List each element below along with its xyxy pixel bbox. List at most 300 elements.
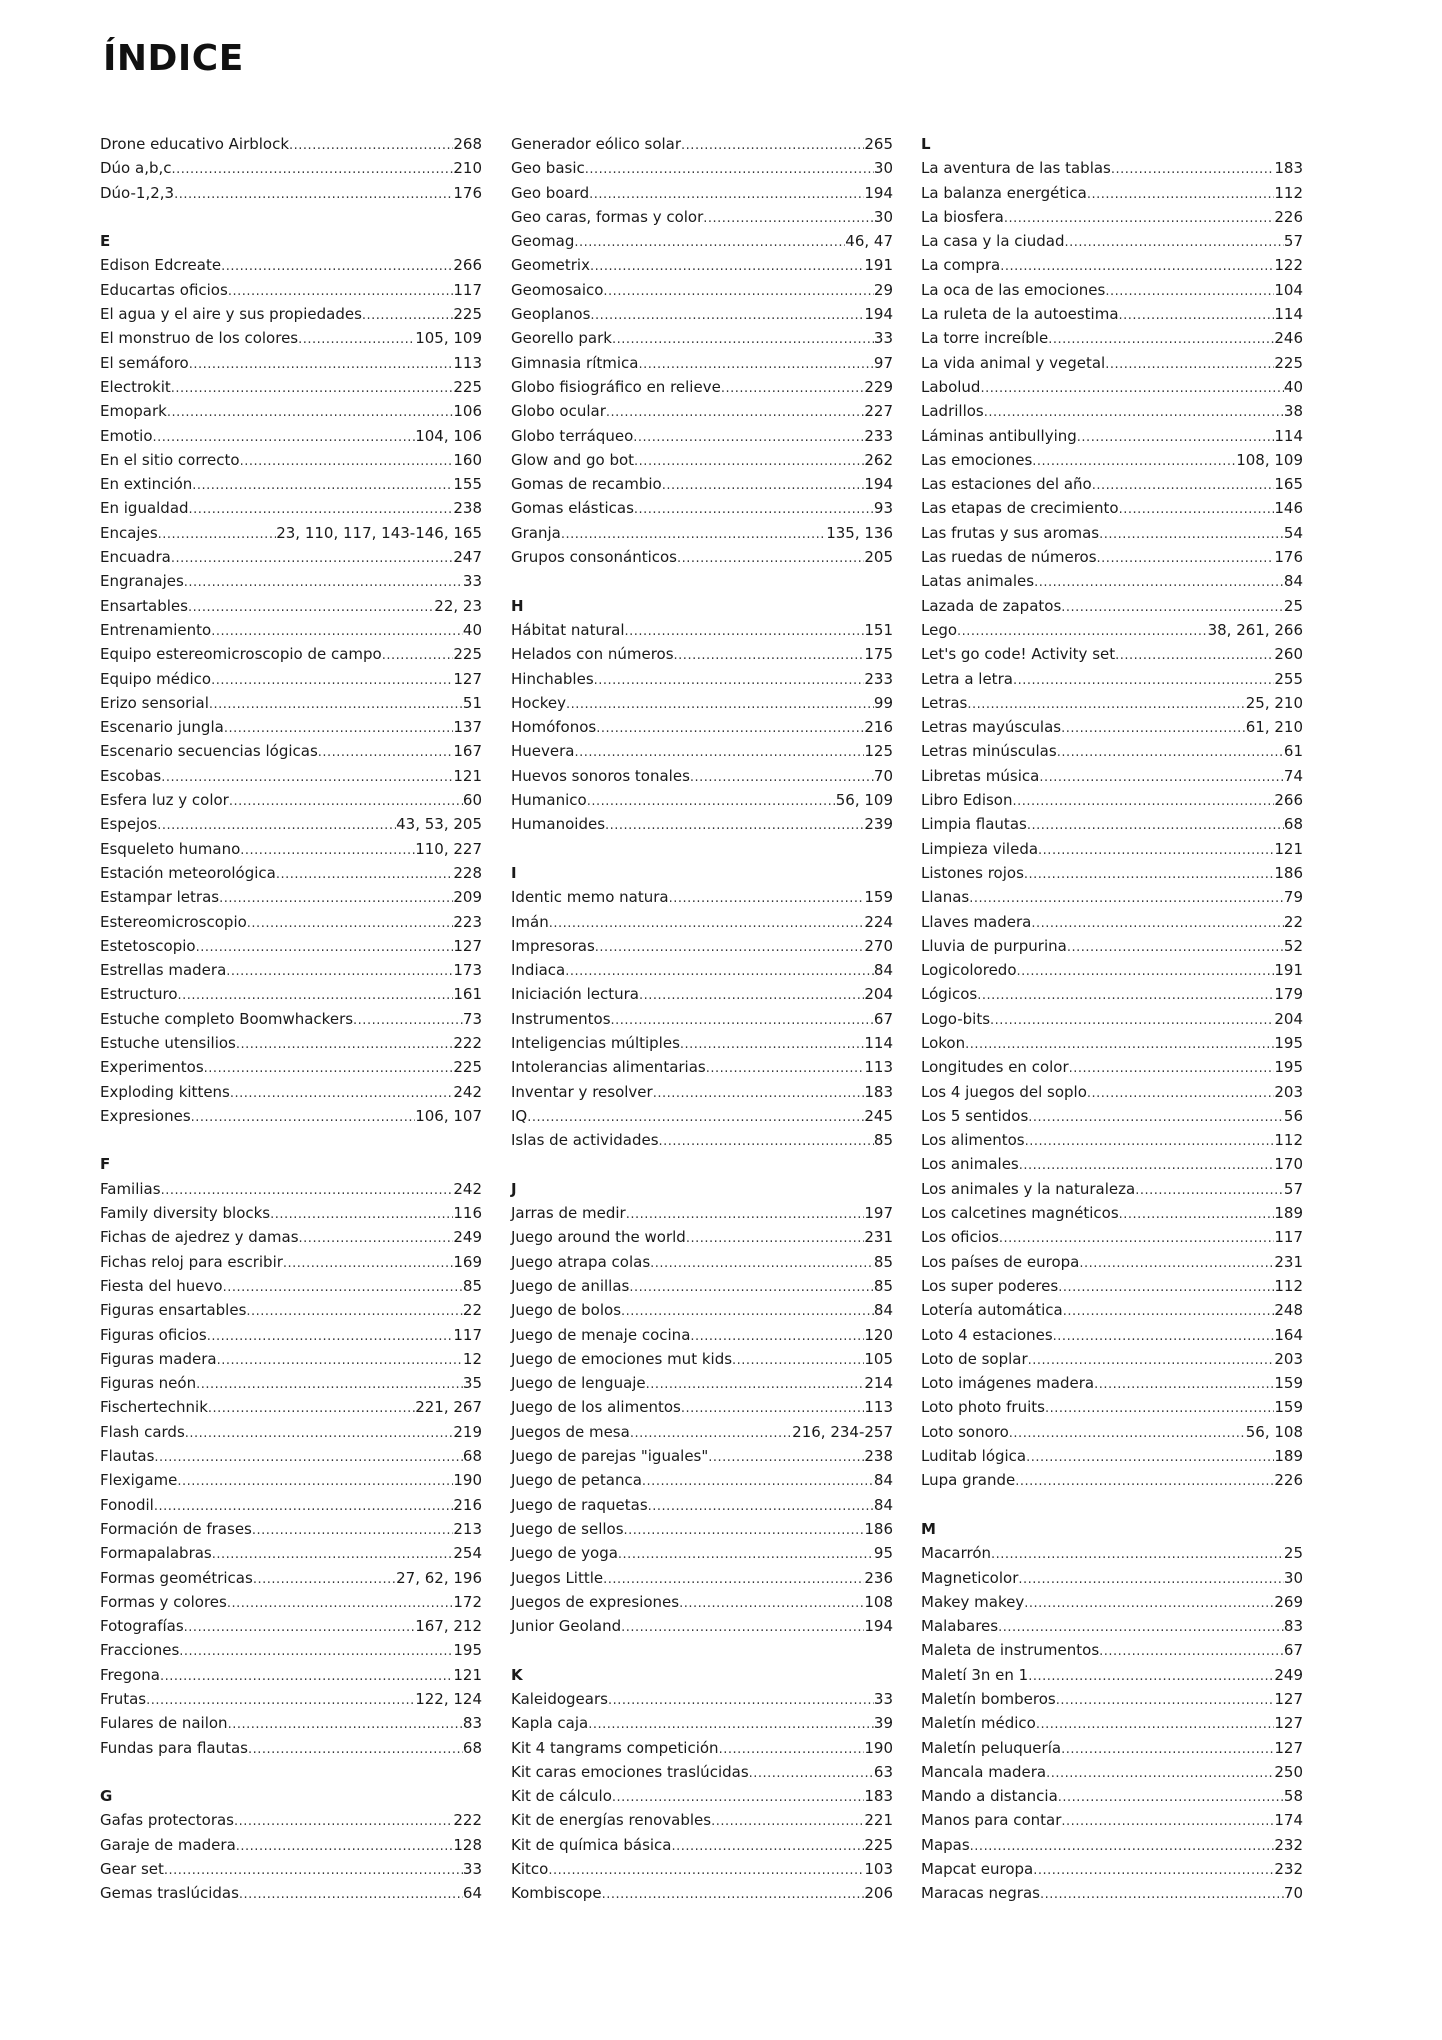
index-entry [100, 1298, 482, 1322]
dot-leader [234, 1810, 453, 1834]
entry-pages: 51 [462, 693, 482, 712]
index-entry [921, 837, 1303, 861]
index-entry [100, 1274, 482, 1298]
index-entry [511, 253, 893, 277]
dot-leader [298, 328, 415, 352]
dot-leader [639, 984, 864, 1008]
entry-pages: 216 [453, 1495, 482, 1514]
dot-leader [185, 1422, 454, 1446]
index-entry [511, 1517, 893, 1541]
entry-name: Juego de bolos [511, 1301, 622, 1320]
entry-pages: 216 [864, 718, 893, 737]
entry-pages: 122 [1274, 256, 1303, 275]
entry-name: Libretas música [921, 766, 1040, 785]
section-letter [511, 861, 893, 885]
entry-pages: 226 [1274, 1471, 1303, 1490]
entry-name: Maleta de instrumentos [921, 1641, 1100, 1660]
index-entry [100, 691, 482, 715]
entry-name: Maracas negras [921, 1884, 1040, 1903]
entry-name: Juego de yoga [511, 1544, 618, 1563]
section-spacer [511, 1152, 893, 1176]
entry-name: Geo caras, formas y color [511, 207, 704, 226]
index-entry [921, 642, 1303, 666]
entry-name: Iniciación lectura [511, 985, 639, 1004]
index-entry [921, 1371, 1303, 1395]
dot-leader [1019, 1154, 1275, 1178]
entry-pages: 85 [462, 1276, 482, 1295]
entry-pages: 159 [1274, 1398, 1303, 1417]
entry-pages: 173 [453, 961, 482, 980]
index-entry [511, 375, 893, 399]
index-entry [511, 399, 893, 423]
entry-name: Lluvia de purpurina [921, 936, 1067, 955]
dot-leader [171, 377, 454, 401]
index-entry [100, 1055, 482, 1079]
index-entry [921, 1420, 1303, 1444]
dot-leader [179, 1640, 453, 1664]
entry-pages: 222 [453, 1033, 482, 1052]
entry-name: Entrenamiento [100, 620, 212, 639]
entry-pages: 238 [864, 1447, 893, 1466]
index-entry [100, 1541, 482, 1565]
index-entry [100, 326, 482, 350]
entry-name: Los animales [921, 1155, 1019, 1174]
entry-name: El monstruo de los colores [100, 329, 299, 348]
entry-name: Juego around the world [511, 1228, 686, 1247]
index-entry [100, 302, 482, 326]
entry-name: Juego de anillas [511, 1276, 630, 1295]
index-entry [921, 1007, 1303, 1031]
entry-pages: 223 [453, 912, 482, 931]
dot-leader [1048, 328, 1274, 352]
dot-leader [587, 790, 836, 814]
index-entry [921, 1128, 1303, 1152]
entry-pages: 161 [453, 985, 482, 1004]
entry-name: Junior Geoland [511, 1617, 622, 1636]
index-entry [100, 1566, 482, 1590]
dot-leader [191, 1106, 416, 1130]
index-entry [921, 424, 1303, 448]
entry-pages: 221, 267 [415, 1398, 482, 1417]
section-letter [100, 229, 482, 253]
entry-pages: 57 [1283, 1179, 1303, 1198]
section-spacer [511, 1638, 893, 1662]
index-entry [921, 812, 1303, 836]
dot-leader [1061, 596, 1284, 620]
index-entry [100, 1225, 482, 1249]
dot-leader [189, 353, 454, 377]
dot-leader [1032, 450, 1236, 474]
entry-name: Humanico [511, 791, 587, 810]
entry-pages: 165 [1274, 475, 1303, 494]
entry-pages: 68 [462, 1738, 482, 1757]
entry-name: Helados con números [511, 645, 674, 664]
dot-leader [686, 1227, 865, 1251]
dot-leader [1058, 1276, 1274, 1300]
entry-name: Latas animales [921, 572, 1035, 591]
section-letter-label: H [511, 596, 524, 615]
index-entry [100, 472, 482, 496]
entry-pages: 79 [1283, 888, 1303, 907]
entry-name: Inventar y resolver [511, 1082, 653, 1101]
entry-name: Fotografías [100, 1617, 184, 1636]
dot-leader [605, 814, 864, 838]
dot-leader [566, 693, 874, 717]
dot-leader [721, 377, 865, 401]
index-entry [100, 351, 482, 375]
dot-leader [174, 183, 453, 207]
entry-pages: 25 [1283, 596, 1303, 615]
dot-leader [603, 1568, 864, 1592]
entry-name: Equipo médico [100, 669, 212, 688]
dot-leader [240, 839, 415, 863]
entry-pages: 225 [1274, 353, 1303, 372]
index-entry [511, 1736, 893, 1760]
dot-leader [146, 1689, 415, 1713]
index-entry [100, 1371, 482, 1395]
index-entry [921, 399, 1303, 423]
entry-name: Limpieza vileda [921, 839, 1039, 858]
index-entry [100, 958, 482, 982]
index-entry [511, 472, 893, 496]
entry-name: Logicoloredo [921, 961, 1017, 980]
dot-leader [677, 547, 864, 571]
entry-name: Electrokit [100, 377, 171, 396]
entry-pages: 225 [453, 645, 482, 664]
entry-pages: 164 [1274, 1325, 1303, 1344]
index-entry [511, 885, 893, 909]
entry-pages: 84 [873, 1471, 893, 1490]
index-entry [511, 739, 893, 763]
dot-leader [1077, 426, 1275, 450]
index-entry [511, 1590, 893, 1614]
entry-name: Loto imágenes madera [921, 1374, 1095, 1393]
dot-leader [548, 1859, 864, 1883]
index-entry [100, 545, 482, 569]
entry-pages: 186 [1274, 863, 1303, 882]
index-entry [921, 351, 1303, 375]
index-entry [921, 1444, 1303, 1468]
index-entry [511, 934, 893, 958]
index-entry [100, 181, 482, 205]
section-letter-label: L [921, 135, 931, 153]
section-letter [511, 1663, 893, 1687]
dot-leader [590, 255, 864, 279]
index-entry [511, 229, 893, 253]
entry-pages: 60 [462, 791, 482, 810]
index-entry [511, 1808, 893, 1832]
dot-leader [208, 1397, 415, 1421]
entry-pages: 221 [864, 1811, 893, 1830]
section-spacer [511, 569, 893, 593]
index-entry [921, 1784, 1303, 1808]
index-entry [511, 958, 893, 982]
dot-leader [1039, 766, 1284, 790]
index-entry [511, 205, 893, 229]
index-entry [921, 1566, 1303, 1590]
entry-name: Loto photo fruits [921, 1398, 1045, 1417]
index-entry [100, 1444, 482, 1468]
index-entry [100, 1080, 482, 1104]
index-entry [921, 618, 1303, 642]
entry-name: Listones rojos [921, 863, 1024, 882]
index-entry [511, 1784, 893, 1808]
entry-name: La biosfera [921, 207, 1004, 226]
entry-name: Intolerancias alimentarias [511, 1058, 706, 1077]
entry-pages: 110, 227 [415, 839, 482, 858]
entry-name: Lotería automática [921, 1301, 1063, 1320]
entry-pages: 61, 210 [1245, 718, 1303, 737]
index-entry [921, 1808, 1303, 1832]
dot-leader [154, 1495, 454, 1519]
index-entry [511, 302, 893, 326]
entry-pages: 128 [453, 1835, 482, 1854]
index-entry [511, 1031, 893, 1055]
entry-name: Flexigame [100, 1471, 178, 1490]
entry-pages: 159 [864, 888, 893, 907]
dot-leader [192, 474, 453, 498]
dot-leader [1028, 1349, 1275, 1373]
dot-leader [594, 669, 865, 693]
dot-leader [965, 1033, 1274, 1057]
dot-leader [270, 1203, 453, 1227]
index-entry [511, 1614, 893, 1638]
entry-name: Juego de sellos [511, 1519, 624, 1538]
index-entry [921, 1080, 1303, 1104]
dot-leader [247, 912, 454, 936]
entry-pages: 146 [1274, 499, 1303, 518]
dot-leader [626, 1203, 865, 1227]
entry-name: Manos para contar [921, 1811, 1062, 1830]
dot-leader [209, 693, 463, 717]
dot-leader [154, 1446, 463, 1470]
index-entry [100, 375, 482, 399]
entry-name: Lupa grande [921, 1471, 1016, 1490]
index-entry [511, 1395, 893, 1419]
entry-pages: 112 [1274, 183, 1303, 202]
dot-leader [967, 693, 1245, 717]
dot-leader [1013, 669, 1274, 693]
section-letter-label: F [100, 1155, 111, 1174]
index-entry [921, 1614, 1303, 1638]
dot-leader [1026, 1446, 1274, 1470]
dot-leader [164, 1859, 463, 1883]
entry-name: Experimentos [100, 1058, 204, 1077]
entry-name: Jarras de medir [511, 1204, 626, 1223]
dot-leader [219, 887, 453, 911]
dot-leader [248, 1738, 463, 1762]
index-column-1 [100, 132, 482, 1906]
entry-pages: 248 [1274, 1301, 1303, 1320]
entry-pages: 232 [1274, 1835, 1303, 1854]
entry-pages: 190 [453, 1471, 482, 1490]
entry-name: Maletí 3n en 1 [921, 1665, 1029, 1684]
index-entry [921, 739, 1303, 763]
index-entry [511, 496, 893, 520]
index-entry [100, 764, 482, 788]
entry-name: Fichas reloj para escribir [100, 1252, 283, 1271]
entry-name: Engranajes [100, 572, 184, 591]
index-entry [100, 837, 482, 861]
index-entry [100, 1347, 482, 1371]
entry-name: Frutas [100, 1690, 147, 1708]
entry-name: IQ [511, 1106, 528, 1125]
entry-name: En el sitio correcto [100, 450, 240, 469]
entry-pages: 160 [453, 450, 482, 469]
entry-pages: 114 [1274, 305, 1303, 324]
entry-pages: 56 [1283, 1106, 1303, 1125]
dot-leader [1105, 280, 1274, 304]
dot-leader [990, 1009, 1274, 1033]
index-entry [100, 1881, 482, 1905]
dot-leader [1036, 1713, 1275, 1737]
dot-leader [1024, 863, 1274, 887]
index-entry [511, 1444, 893, 1468]
entry-name: Fregona [100, 1665, 160, 1684]
entry-name: Estrellas madera [100, 961, 227, 980]
entry-name: Edison Edcreate [100, 256, 222, 275]
index-entry [921, 1687, 1303, 1711]
section-letter [921, 1517, 1303, 1541]
entry-name: Islas de actividades [511, 1131, 659, 1150]
entry-pages: 22 [462, 1301, 482, 1320]
entry-pages: 191 [864, 256, 893, 275]
entry-pages: 169 [453, 1252, 482, 1271]
index-entry [511, 424, 893, 448]
index-entry [100, 982, 482, 1006]
entry-name: Los alimentos [921, 1131, 1025, 1150]
index-entry [921, 375, 1303, 399]
dot-leader [353, 1009, 463, 1033]
entry-pages: 106 [453, 402, 482, 421]
index-entry [511, 351, 893, 375]
index-entry [921, 229, 1303, 253]
entry-pages: 33 [462, 572, 482, 591]
index-entry [100, 1420, 482, 1444]
entry-pages: 67 [1283, 1641, 1303, 1660]
entry-pages: 172 [453, 1592, 482, 1611]
index-entry [921, 667, 1303, 691]
dot-leader [204, 1057, 454, 1081]
dot-leader [1064, 231, 1283, 255]
entry-name: Geometrix [511, 256, 590, 275]
entry-name: Fiesta del huevo [100, 1276, 223, 1295]
entry-pages: 206 [864, 1884, 893, 1903]
entry-name: Let's go code! Activity set [921, 645, 1116, 664]
entry-name: Globo fisiográfico en relieve [511, 377, 721, 396]
entry-name: Escenario jungla [100, 718, 224, 737]
entry-name: Logo-bits [921, 1009, 991, 1028]
entry-name: Gemas traslúcidas [100, 1884, 239, 1903]
entry-pages: 204 [1274, 1009, 1303, 1028]
entry-name: Kit de energías renovables [511, 1811, 712, 1830]
entry-pages: 194 [864, 183, 893, 202]
entry-pages: 99 [873, 693, 893, 712]
entry-pages: 231 [1274, 1252, 1303, 1271]
index-entry [511, 1687, 893, 1711]
index-entry [100, 1808, 482, 1832]
section-letter-label: G [100, 1787, 113, 1806]
entry-name: Kit 4 tangrams competición [511, 1738, 719, 1757]
dot-leader [662, 474, 865, 498]
entry-name: Dúo a,b,c [100, 159, 172, 178]
index-entry [921, 764, 1303, 788]
entry-name: Gomas de recambio [511, 475, 662, 494]
entry-pages: 114 [864, 1033, 893, 1052]
section-letter [921, 132, 1303, 156]
index-entry [921, 1347, 1303, 1371]
entry-pages: 33 [873, 329, 893, 348]
entry-name: Juego de lenguaje [511, 1374, 646, 1393]
entry-pages: 68 [462, 1447, 482, 1466]
entry-pages: 125 [864, 742, 893, 761]
entry-pages: 255 [1274, 669, 1303, 688]
dot-leader [1028, 1665, 1274, 1689]
entry-pages: 63 [873, 1762, 893, 1781]
dot-leader [1034, 571, 1284, 595]
index-entry [511, 1711, 893, 1735]
entry-pages: 121 [453, 1665, 482, 1684]
index-entry [921, 205, 1303, 229]
entry-name: Expresiones [100, 1106, 191, 1125]
entry-pages: 84 [1283, 572, 1303, 591]
dot-leader [1031, 912, 1284, 936]
index-entry [921, 861, 1303, 885]
dot-leader [549, 912, 865, 936]
index-entry [100, 132, 482, 156]
dot-leader [630, 1422, 792, 1446]
dot-leader [228, 280, 454, 304]
entry-name: El semáforo [100, 353, 189, 372]
entry-pages: 35 [462, 1374, 482, 1393]
index-entry [100, 739, 482, 763]
dot-leader [246, 1300, 463, 1324]
entry-name: Geomosaico [511, 280, 604, 299]
dot-leader [565, 960, 874, 984]
dot-leader [679, 1592, 864, 1616]
entry-name: Generador eólico solar [511, 135, 682, 153]
entry-name: Lazada de zapatos [921, 596, 1062, 615]
index-entry [511, 521, 893, 545]
entry-name: Maletín médico [921, 1714, 1036, 1733]
entry-pages: 84 [873, 1495, 893, 1514]
entry-pages: 224 [864, 912, 893, 931]
index-entry [100, 1614, 482, 1638]
dot-leader [589, 183, 864, 207]
dot-leader [634, 450, 864, 474]
entry-name: Los calcetines magnéticos [921, 1204, 1119, 1223]
dot-leader [732, 1349, 864, 1373]
dot-leader [1099, 1640, 1284, 1664]
dot-leader [230, 1082, 453, 1106]
entry-pages: 112 [1274, 1276, 1303, 1295]
index-entry [511, 1833, 893, 1857]
entry-name: Geoplanos [511, 305, 591, 324]
dot-leader [633, 426, 864, 450]
entry-pages: 70 [1283, 1884, 1303, 1903]
entry-name: Longitudes en color [921, 1058, 1069, 1077]
index-entry [511, 1128, 893, 1152]
entry-pages: 64 [462, 1884, 482, 1903]
entry-name: La ruleta de la autoestima [921, 305, 1119, 324]
entry-name: Homófonos [511, 718, 597, 737]
dot-leader [561, 523, 826, 547]
dot-leader [184, 571, 463, 595]
index-entry [921, 958, 1303, 982]
entry-name: Juego de menaje cocina [511, 1325, 691, 1344]
index-entry [511, 788, 893, 812]
dot-leader [1092, 474, 1275, 498]
